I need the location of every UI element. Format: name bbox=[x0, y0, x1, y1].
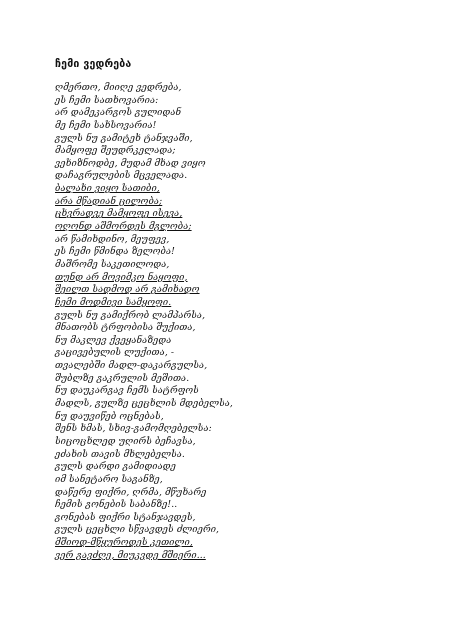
poem-line: ვეხიზნოდბე, მუდამ მხად ვიყო bbox=[55, 157, 206, 169]
poem-line: იმ სანეტარო საგანზე, bbox=[55, 473, 163, 485]
poem-line: მე ჩემი სახსოვარია! bbox=[55, 119, 157, 131]
poem-line: შეილთ სადმოდ არ გამიხადო bbox=[55, 284, 200, 296]
poem-line: გულს ნუ გამიქრობ ლამპარსა, bbox=[55, 309, 206, 321]
poem-line: მაშრომე საკეთილოდა, bbox=[55, 258, 170, 270]
poem-line: გაცივებულის ლუქითა, - bbox=[55, 347, 175, 359]
poem-line: გულს დარდი გამიდიადე bbox=[55, 461, 176, 473]
poem-line: ვერ გავძღე, მიუკვდე მშიერი... bbox=[55, 549, 206, 561]
poem-line: თვალებში მადლ-დაკარგულსა, bbox=[55, 360, 208, 372]
poem-line: გონებას ფიქრი სტანჯავდეს, bbox=[55, 511, 196, 523]
poem-line: ეძახის თავის მხლებელსა. bbox=[55, 448, 185, 460]
poem-line: ნუ მაკლევ ქვეყანაზედა bbox=[55, 334, 172, 346]
poem-line: ჩემის გონების საბანზე!.. bbox=[55, 499, 178, 511]
poem-line: მამყოფე შეუდრკელადა; bbox=[55, 145, 176, 157]
poem-line: მშიოდ-მწყუროდეს კეთილი, bbox=[55, 537, 193, 549]
poem-line: ჩემი მოდმივი სამყოფი. bbox=[55, 296, 172, 308]
poem-line: ცხვრადვე მამყოფე ისევა, bbox=[55, 208, 183, 220]
poem-line: შუბლზე გაკრულის მეშითა. bbox=[55, 372, 190, 384]
poem-line: გულს ცეცხლი სწვავდეს ძლიერი, bbox=[55, 524, 220, 536]
poem-line: დაწერე ფიქრი, ღრმა, მწუხარე bbox=[55, 486, 207, 498]
poem-title: ჩემი ვედრება bbox=[55, 58, 132, 70]
poem-line: დაჩაგრულების მცველადა. bbox=[55, 170, 188, 182]
poem-line: ღმერთო, მიიღე ვედრება, bbox=[55, 82, 182, 93]
poem-line: არ წამიხდინო, მეუფევ, bbox=[55, 233, 170, 245]
poem-line: მნათობს ტრფობისა შუქითა, bbox=[55, 322, 196, 334]
poem-line: სიცოცხლედ უღირს ბეჩავსა, bbox=[55, 435, 196, 447]
poem-line: ოღონდ აშმორდეს მგლობა; bbox=[55, 221, 192, 233]
poem-line: ეს ჩემი წმინდა ზელობა! bbox=[55, 246, 175, 258]
poem-line: შენს ხმას, სხივ-გამომღებელსა: bbox=[55, 423, 212, 435]
poem-line: ბალახი ვიყო სათიბი, bbox=[55, 183, 160, 195]
poem-line: არ დამეკარგოს გულიდან bbox=[55, 107, 182, 119]
poem-line: ეს ჩემი სათხოვარია: bbox=[55, 94, 159, 106]
poem-line: ნუ დაუვიწებ ოცნებას, bbox=[55, 410, 164, 422]
poem-line: მადლს, გულზე ცეცხლის მდებელსა, bbox=[55, 398, 233, 410]
poem-line: არა მწადიან ცილობა; bbox=[55, 195, 163, 207]
poem-line: თუნდ არ მოვიმკო ნაყოფი, bbox=[55, 271, 188, 283]
poem-body bbox=[55, 82, 233, 562]
poem-line: გულს ნუ გამიტეხ ტანჯვაში, bbox=[55, 132, 193, 144]
poem-line: ნუ დაუკარგავ ჩემს სატრფოს bbox=[55, 385, 199, 397]
